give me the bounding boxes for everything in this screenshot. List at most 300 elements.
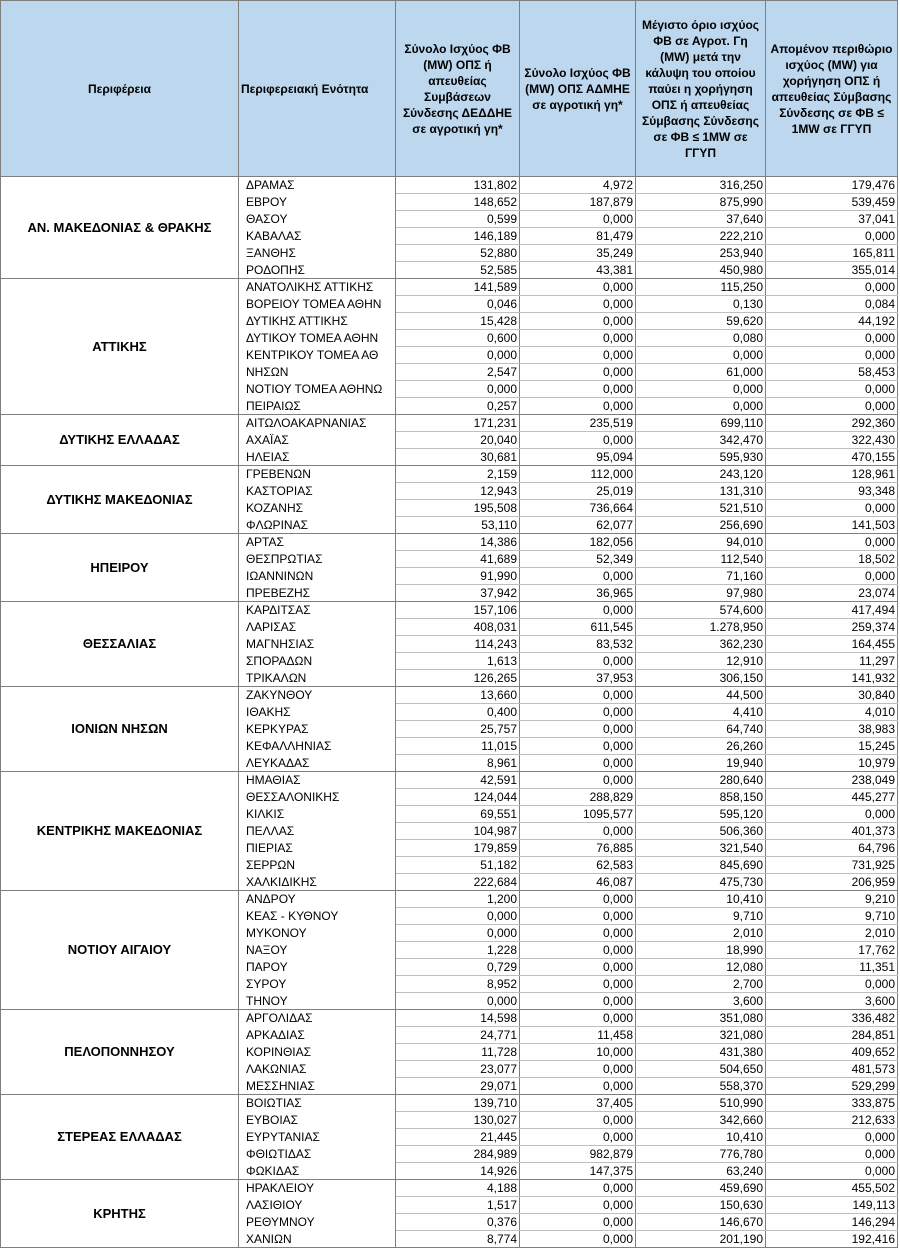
- deddie-capacity-value: 69,551: [396, 806, 520, 823]
- admie-capacity-value: 0,000: [520, 908, 636, 925]
- table-row: [1, 177, 898, 194]
- admie-capacity-value: 81,479: [520, 228, 636, 245]
- remaining-margin-value: 11,297: [766, 653, 898, 670]
- regional-unit-name: ΚΑΡΔΙΤΣΑΣ: [239, 602, 396, 619]
- deddie-capacity-value: 124,044: [396, 789, 520, 806]
- regional-unit-name: ΑΙΤΩΛΟΑΚΑΡΝΑΝΙΑΣ: [239, 415, 396, 432]
- remaining-margin-value: 284,851: [766, 1027, 898, 1044]
- region-name: ΘΕΣΣΑΛΙΑΣ: [1, 602, 239, 687]
- remaining-margin-value: 0,000: [766, 976, 898, 993]
- deddie-capacity-value: 0,257: [396, 398, 520, 415]
- table-row: [1, 1010, 898, 1027]
- max-limit-value: 316,250: [636, 177, 766, 194]
- deddie-capacity-value: 114,243: [396, 636, 520, 653]
- remaining-margin-value: 2,010: [766, 925, 898, 942]
- max-limit-value: 0,000: [636, 347, 766, 364]
- remaining-margin-value: 539,459: [766, 194, 898, 211]
- max-limit-value: 776,780: [636, 1146, 766, 1163]
- admie-capacity-value: 182,056: [520, 534, 636, 551]
- regional-unit-name: ΝΑΞΟΥ: [239, 942, 396, 959]
- remaining-margin-value: 11,351: [766, 959, 898, 976]
- admie-capacity-value: 10,000: [520, 1044, 636, 1061]
- max-limit-value: 201,190: [636, 1231, 766, 1248]
- max-limit-value: 112,540: [636, 551, 766, 568]
- remaining-margin-value: 0,000: [766, 228, 898, 245]
- remaining-margin-value: 4,010: [766, 704, 898, 721]
- deddie-capacity-value: 14,926: [396, 1163, 520, 1180]
- regional-unit-name: ΘΕΣΣΑΛΟΝΙΚΗΣ: [239, 789, 396, 806]
- deddie-capacity-value: 1,200: [396, 891, 520, 908]
- remaining-margin-value: 355,014: [766, 262, 898, 279]
- regional-unit-name: ΚΙΛΚΙΣ: [239, 806, 396, 823]
- regional-unit-name: ΜΕΣΣΗΝΙΑΣ: [239, 1078, 396, 1095]
- deddie-capacity-value: 14,598: [396, 1010, 520, 1027]
- remaining-margin-value: 18,502: [766, 551, 898, 568]
- deddie-capacity-value: 42,591: [396, 772, 520, 789]
- regional-unit-name: ΦΩΚΙΔΑΣ: [239, 1163, 396, 1180]
- remaining-margin-value: 731,925: [766, 857, 898, 874]
- regional-unit-name: ΣΕΡΡΩΝ: [239, 857, 396, 874]
- regional-unit-name: ΞΑΝΘΗΣ: [239, 245, 396, 262]
- max-limit-value: 150,630: [636, 1197, 766, 1214]
- regional-unit-name: ΛΑΚΩΝΙΑΣ: [239, 1061, 396, 1078]
- remaining-margin-value: 0,000: [766, 500, 898, 517]
- max-limit-value: 97,980: [636, 585, 766, 602]
- regional-unit-name: ΚΟΡΙΝΘΙΑΣ: [239, 1044, 396, 1061]
- remaining-margin-value: 146,294: [766, 1214, 898, 1231]
- max-limit-value: 2,010: [636, 925, 766, 942]
- max-limit-value: 59,620: [636, 313, 766, 330]
- deddie-capacity-value: 148,652: [396, 194, 520, 211]
- max-limit-value: 574,600: [636, 602, 766, 619]
- regional-unit-name: ΤΡΙΚΑΛΩΝ: [239, 670, 396, 687]
- remaining-margin-value: 336,482: [766, 1010, 898, 1027]
- admie-capacity-value: 37,405: [520, 1095, 636, 1112]
- regional-unit-name: ΒΟΡΕΙΟΥ ΤΟΜΕΑ ΑΘΗΝ: [239, 296, 396, 313]
- max-limit-value: 699,110: [636, 415, 766, 432]
- max-limit-value: 306,150: [636, 670, 766, 687]
- deddie-capacity-value: 37,942: [396, 585, 520, 602]
- remaining-margin-value: 58,453: [766, 364, 898, 381]
- admie-capacity-value: 0,000: [520, 381, 636, 398]
- admie-capacity-value: 0,000: [520, 602, 636, 619]
- admie-capacity-value: 982,879: [520, 1146, 636, 1163]
- table-row: [1, 772, 898, 789]
- remaining-margin-value: 455,502: [766, 1180, 898, 1197]
- admie-capacity-value: 0,000: [520, 568, 636, 585]
- max-limit-value: 256,690: [636, 517, 766, 534]
- deddie-capacity-value: 29,071: [396, 1078, 520, 1095]
- max-limit-value: 26,260: [636, 738, 766, 755]
- deddie-capacity-value: 11,728: [396, 1044, 520, 1061]
- admie-capacity-value: 736,664: [520, 500, 636, 517]
- deddie-capacity-value: 25,757: [396, 721, 520, 738]
- admie-capacity-value: 37,953: [520, 670, 636, 687]
- max-limit-value: 131,310: [636, 483, 766, 500]
- admie-capacity-value: 0,000: [520, 1197, 636, 1214]
- deddie-capacity-value: 14,386: [396, 534, 520, 551]
- max-limit-value: 115,250: [636, 279, 766, 296]
- deddie-capacity-value: 51,182: [396, 857, 520, 874]
- regional-unit-name: ΛΑΣΙΘΙΟΥ: [239, 1197, 396, 1214]
- header-regional-unit: Περιφερειακή Ενότητα: [239, 1, 396, 177]
- remaining-margin-value: 238,049: [766, 772, 898, 789]
- remaining-margin-value: 37,041: [766, 211, 898, 228]
- region-name: ΔΥΤΙΚΗΣ ΕΛΛΑΔΑΣ: [1, 415, 239, 466]
- deddie-capacity-value: 20,040: [396, 432, 520, 449]
- deddie-capacity-value: 0,600: [396, 330, 520, 347]
- admie-capacity-value: 0,000: [520, 347, 636, 364]
- max-limit-value: 321,080: [636, 1027, 766, 1044]
- deddie-capacity-value: 8,961: [396, 755, 520, 772]
- region-name: ΑΤΤΙΚΗΣ: [1, 279, 239, 415]
- admie-capacity-value: 0,000: [520, 432, 636, 449]
- regional-unit-name: ΗΡΑΚΛΕΙΟΥ: [239, 1180, 396, 1197]
- max-limit-value: 63,240: [636, 1163, 766, 1180]
- max-limit-value: 875,990: [636, 194, 766, 211]
- table-row: [1, 891, 898, 908]
- admie-capacity-value: 35,249: [520, 245, 636, 262]
- max-limit-value: 558,370: [636, 1078, 766, 1095]
- admie-capacity-value: 36,965: [520, 585, 636, 602]
- remaining-margin-value: 0,000: [766, 534, 898, 551]
- regional-unit-name: ΑΡΚΑΔΙΑΣ: [239, 1027, 396, 1044]
- remaining-margin-value: 0,000: [766, 279, 898, 296]
- remaining-margin-value: 3,600: [766, 993, 898, 1010]
- max-limit-value: 0,000: [636, 398, 766, 415]
- max-limit-value: 342,660: [636, 1112, 766, 1129]
- table-row: [1, 602, 898, 619]
- admie-capacity-value: 0,000: [520, 687, 636, 704]
- remaining-margin-value: 15,245: [766, 738, 898, 755]
- regional-unit-name: ΠΡΕΒΕΖΗΣ: [239, 585, 396, 602]
- max-limit-value: 64,740: [636, 721, 766, 738]
- admie-capacity-value: 235,519: [520, 415, 636, 432]
- regional-unit-name: ΕΥΡΥΤΑΝΙΑΣ: [239, 1129, 396, 1146]
- regional-unit-name: ΡΟΔΟΠΗΣ: [239, 262, 396, 279]
- table-body: [1, 177, 898, 1248]
- max-limit-value: 9,710: [636, 908, 766, 925]
- deddie-capacity-value: 13,660: [396, 687, 520, 704]
- remaining-margin-value: 206,959: [766, 874, 898, 891]
- max-limit-value: 222,210: [636, 228, 766, 245]
- max-limit-value: 18,990: [636, 942, 766, 959]
- regional-unit-name: ΝΗΣΩΝ: [239, 364, 396, 381]
- regional-unit-name: ΛΑΡΙΣΑΣ: [239, 619, 396, 636]
- header-deddie-capacity: Σύνολο Ισχύος ΦΒ (MW) ΟΠΣ ή απευθείας Συμβάσεων Σύνδεσης ΔΕΔΔΗΕ σε αγροτική γη*: [396, 1, 520, 177]
- deddie-capacity-value: 12,943: [396, 483, 520, 500]
- region-name: ΗΠΕΙΡΟΥ: [1, 534, 239, 602]
- deddie-capacity-value: 146,189: [396, 228, 520, 245]
- deddie-capacity-value: 222,684: [396, 874, 520, 891]
- max-limit-value: 61,000: [636, 364, 766, 381]
- deddie-capacity-value: 0,000: [396, 908, 520, 925]
- table-row: [1, 1095, 898, 1112]
- remaining-margin-value: 141,932: [766, 670, 898, 687]
- header-max-limit: Μέγιστο όριο ισχύος ΦΒ σε Αγροτ. Γη (MW) μετά την κάλυψη του οποίου παύει η χορήγηση ΟΠΣ ή απευθείας Σύμβασης Σύνδεσης σε ΦΒ ≤ 1MW σε ΓΓΥΠ: [636, 1, 766, 177]
- max-limit-value: 845,690: [636, 857, 766, 874]
- max-limit-value: 362,230: [636, 636, 766, 653]
- max-limit-value: 0,130: [636, 296, 766, 313]
- remaining-margin-value: 23,074: [766, 585, 898, 602]
- regional-unit-name: ΚΕΑΣ - ΚΥΘΝΟΥ: [239, 908, 396, 925]
- max-limit-value: 10,410: [636, 891, 766, 908]
- region-name: ΑΝ. ΜΑΚΕΔΟΝΙΑΣ & ΘΡΑΚΗΣ: [1, 177, 239, 279]
- deddie-capacity-value: 0,000: [396, 381, 520, 398]
- header-remaining-margin: Απομένον περιθώριο ισχύος (MW) για χορήγηση ΟΠΣ ή απευθείας Σύμβασης Σύνδεσης σε ΦΒ ≤ 1MW σε ΓΓΥΠ: [766, 1, 898, 177]
- admie-capacity-value: 62,583: [520, 857, 636, 874]
- max-limit-value: 2,700: [636, 976, 766, 993]
- deddie-capacity-value: 24,771: [396, 1027, 520, 1044]
- remaining-margin-value: 128,961: [766, 466, 898, 483]
- header-row: [1, 1, 898, 177]
- admie-capacity-value: 0,000: [520, 704, 636, 721]
- admie-capacity-value: 0,000: [520, 1129, 636, 1146]
- admie-capacity-value: 112,000: [520, 466, 636, 483]
- remaining-margin-value: 322,430: [766, 432, 898, 449]
- admie-capacity-value: 0,000: [520, 279, 636, 296]
- admie-capacity-value: 0,000: [520, 721, 636, 738]
- remaining-margin-value: 417,494: [766, 602, 898, 619]
- regional-unit-name: ΕΥΒΟΙΑΣ: [239, 1112, 396, 1129]
- table-row: [1, 415, 898, 432]
- max-limit-value: 12,910: [636, 653, 766, 670]
- deddie-capacity-value: 0,000: [396, 347, 520, 364]
- max-limit-value: 94,010: [636, 534, 766, 551]
- deddie-capacity-value: 179,859: [396, 840, 520, 857]
- remaining-margin-value: 333,875: [766, 1095, 898, 1112]
- deddie-capacity-value: 11,015: [396, 738, 520, 755]
- regional-unit-name: ΕΒΡΟΥ: [239, 194, 396, 211]
- admie-capacity-value: 25,019: [520, 483, 636, 500]
- regional-unit-name: ΤΗΝΟΥ: [239, 993, 396, 1010]
- max-limit-value: 12,080: [636, 959, 766, 976]
- admie-capacity-value: 0,000: [520, 772, 636, 789]
- admie-capacity-value: 52,349: [520, 551, 636, 568]
- max-limit-value: 0,080: [636, 330, 766, 347]
- deddie-capacity-value: 126,265: [396, 670, 520, 687]
- regional-unit-name: ΘΑΣΟΥ: [239, 211, 396, 228]
- admie-capacity-value: 0,000: [520, 653, 636, 670]
- max-limit-value: 475,730: [636, 874, 766, 891]
- region-name: ΚΕΝΤΡΙΚΗΣ ΜΑΚΕΔΟΝΙΑΣ: [1, 772, 239, 891]
- max-limit-value: 504,650: [636, 1061, 766, 1078]
- deddie-capacity-value: 1,613: [396, 653, 520, 670]
- max-limit-value: 4,410: [636, 704, 766, 721]
- remaining-margin-value: 0,000: [766, 330, 898, 347]
- admie-capacity-value: 0,000: [520, 942, 636, 959]
- remaining-margin-value: 165,811: [766, 245, 898, 262]
- deddie-capacity-value: 41,689: [396, 551, 520, 568]
- regional-unit-name: ΜΑΓΝΗΣΙΑΣ: [239, 636, 396, 653]
- remaining-margin-value: 529,299: [766, 1078, 898, 1095]
- regional-unit-name: ΔΥΤΙΚΗΣ ΑΤΤΙΚΗΣ: [239, 313, 396, 330]
- regional-unit-name: ΣΠΟΡΑΔΩΝ: [239, 653, 396, 670]
- max-limit-value: 342,470: [636, 432, 766, 449]
- remaining-margin-value: 481,573: [766, 1061, 898, 1078]
- admie-capacity-value: 95,094: [520, 449, 636, 466]
- deddie-capacity-value: 1,517: [396, 1197, 520, 1214]
- remaining-margin-value: 0,000: [766, 398, 898, 415]
- admie-capacity-value: 0,000: [520, 398, 636, 415]
- max-limit-value: 0,000: [636, 381, 766, 398]
- deddie-capacity-value: 8,774: [396, 1231, 520, 1248]
- deddie-capacity-value: 171,231: [396, 415, 520, 432]
- deddie-capacity-value: 2,547: [396, 364, 520, 381]
- remaining-margin-value: 93,348: [766, 483, 898, 500]
- admie-capacity-value: 0,000: [520, 925, 636, 942]
- remaining-margin-value: 212,633: [766, 1112, 898, 1129]
- deddie-capacity-value: 1,228: [396, 942, 520, 959]
- admie-capacity-value: 611,545: [520, 619, 636, 636]
- max-limit-value: 450,980: [636, 262, 766, 279]
- max-limit-value: 243,120: [636, 466, 766, 483]
- regional-unit-name: ΔΥΤΙΚΟΥ ΤΟΜΕΑ ΑΘΗΝ: [239, 330, 396, 347]
- remaining-margin-value: 445,277: [766, 789, 898, 806]
- admie-capacity-value: 0,000: [520, 738, 636, 755]
- deddie-capacity-value: 52,585: [396, 262, 520, 279]
- regional-unit-name: ΦΘΙΩΤΙΔΑΣ: [239, 1146, 396, 1163]
- admie-capacity-value: 0,000: [520, 1112, 636, 1129]
- regional-unit-name: ΚΕΝΤΡΙΚΟΥ ΤΟΜΕΑ ΑΘ: [239, 347, 396, 364]
- regional-unit-name: ΑΝΔΡΟΥ: [239, 891, 396, 908]
- regional-unit-name: ΗΛΕΙΑΣ: [239, 449, 396, 466]
- admie-capacity-value: 0,000: [520, 364, 636, 381]
- deddie-capacity-value: 4,188: [396, 1180, 520, 1197]
- deddie-capacity-value: 195,508: [396, 500, 520, 517]
- deddie-capacity-value: 139,710: [396, 1095, 520, 1112]
- table-row: [1, 279, 898, 296]
- admie-capacity-value: 0,000: [520, 296, 636, 313]
- max-limit-value: 459,690: [636, 1180, 766, 1197]
- deddie-capacity-value: 130,027: [396, 1112, 520, 1129]
- admie-capacity-value: 83,532: [520, 636, 636, 653]
- admie-capacity-value: 4,972: [520, 177, 636, 194]
- max-limit-value: 280,640: [636, 772, 766, 789]
- admie-capacity-value: 288,829: [520, 789, 636, 806]
- regional-unit-name: ΝΟΤΙΟΥ ΤΟΜΕΑ ΑΘΗΝΩ: [239, 381, 396, 398]
- remaining-margin-value: 9,210: [766, 891, 898, 908]
- remaining-margin-value: 164,455: [766, 636, 898, 653]
- regional-unit-name: ΚΟΖΑΝΗΣ: [239, 500, 396, 517]
- deddie-capacity-value: 21,445: [396, 1129, 520, 1146]
- table-row: [1, 534, 898, 551]
- remaining-margin-value: 0,000: [766, 1146, 898, 1163]
- regional-unit-name: ΑΝΑΤΟΛΙΚΗΣ ΑΤΤΙΚΗΣ: [239, 279, 396, 296]
- deddie-capacity-value: 0,599: [396, 211, 520, 228]
- deddie-capacity-value: 15,428: [396, 313, 520, 330]
- admie-capacity-value: 0,000: [520, 313, 636, 330]
- deddie-capacity-value: 131,802: [396, 177, 520, 194]
- admie-capacity-value: 76,885: [520, 840, 636, 857]
- max-limit-value: 253,940: [636, 245, 766, 262]
- remaining-margin-value: 10,979: [766, 755, 898, 772]
- max-limit-value: 19,940: [636, 755, 766, 772]
- admie-capacity-value: 0,000: [520, 1231, 636, 1248]
- deddie-capacity-value: 23,077: [396, 1061, 520, 1078]
- remaining-margin-value: 44,192: [766, 313, 898, 330]
- remaining-margin-value: 0,000: [766, 1163, 898, 1180]
- remaining-margin-value: 9,710: [766, 908, 898, 925]
- admie-capacity-value: 0,000: [520, 211, 636, 228]
- regional-unit-name: ΔΡΑΜΑΣ: [239, 177, 396, 194]
- max-limit-value: 595,930: [636, 449, 766, 466]
- deddie-capacity-value: 104,987: [396, 823, 520, 840]
- max-limit-value: 506,360: [636, 823, 766, 840]
- deddie-capacity-value: 157,106: [396, 602, 520, 619]
- admie-capacity-value: 0,000: [520, 891, 636, 908]
- admie-capacity-value: 187,879: [520, 194, 636, 211]
- regional-unit-name: ΒΟΙΩΤΙΑΣ: [239, 1095, 396, 1112]
- deddie-capacity-value: 2,159: [396, 466, 520, 483]
- remaining-margin-value: 0,000: [766, 1129, 898, 1146]
- region-name: ΝΟΤΙΟΥ ΑΙΓΑΙΟΥ: [1, 891, 239, 1010]
- max-limit-value: 1.278,950: [636, 619, 766, 636]
- regional-unit-name: ΑΡΓΟΛΙΔΑΣ: [239, 1010, 396, 1027]
- admie-capacity-value: 0,000: [520, 959, 636, 976]
- max-limit-value: 146,670: [636, 1214, 766, 1231]
- remaining-margin-value: 149,113: [766, 1197, 898, 1214]
- regional-unit-name: ΙΘΑΚΗΣ: [239, 704, 396, 721]
- deddie-capacity-value: 408,031: [396, 619, 520, 636]
- deddie-capacity-value: 52,880: [396, 245, 520, 262]
- remaining-margin-value: 0,084: [766, 296, 898, 313]
- regional-unit-name: ΘΕΣΠΡΩΤΙΑΣ: [239, 551, 396, 568]
- regional-unit-name: ΗΜΑΘΙΑΣ: [239, 772, 396, 789]
- max-limit-value: 44,500: [636, 687, 766, 704]
- admie-capacity-value: 0,000: [520, 823, 636, 840]
- regional-unit-name: ΡΕΘΥΜΝΟΥ: [239, 1214, 396, 1231]
- remaining-margin-value: 401,373: [766, 823, 898, 840]
- remaining-margin-value: 0,000: [766, 806, 898, 823]
- deddie-capacity-value: 284,989: [396, 1146, 520, 1163]
- regional-unit-name: ΠΕΛΛΑΣ: [239, 823, 396, 840]
- regional-unit-name: ΚΕΦΑΛΛΗΝΙΑΣ: [239, 738, 396, 755]
- deddie-capacity-value: 0,729: [396, 959, 520, 976]
- regional-unit-name: ΓΡΕΒΕΝΩΝ: [239, 466, 396, 483]
- regional-unit-name: ΚΕΡΚΥΡΑΣ: [239, 721, 396, 738]
- admie-capacity-value: 0,000: [520, 1010, 636, 1027]
- table-row: [1, 687, 898, 704]
- max-limit-value: 431,380: [636, 1044, 766, 1061]
- admie-capacity-value: 1095,577: [520, 806, 636, 823]
- remaining-margin-value: 64,796: [766, 840, 898, 857]
- deddie-capacity-value: 0,400: [396, 704, 520, 721]
- remaining-margin-value: 0,000: [766, 381, 898, 398]
- max-limit-value: 510,990: [636, 1095, 766, 1112]
- max-limit-value: 37,640: [636, 211, 766, 228]
- table-row: [1, 1180, 898, 1197]
- region-name: ΠΕΛΟΠΟΝΝΗΣΟΥ: [1, 1010, 239, 1095]
- regional-unit-name: ΣΥΡΟΥ: [239, 976, 396, 993]
- admie-capacity-value: 0,000: [520, 1078, 636, 1095]
- deddie-capacity-value: 53,110: [396, 517, 520, 534]
- remaining-margin-value: 17,762: [766, 942, 898, 959]
- admie-capacity-value: 43,381: [520, 262, 636, 279]
- table-row: [1, 466, 898, 483]
- deddie-capacity-value: 0,046: [396, 296, 520, 313]
- regional-unit-name: ΧΑΝΙΩΝ: [239, 1231, 396, 1248]
- remaining-margin-value: 470,155: [766, 449, 898, 466]
- max-limit-value: 351,080: [636, 1010, 766, 1027]
- max-limit-value: 3,600: [636, 993, 766, 1010]
- admie-capacity-value: 0,000: [520, 1214, 636, 1231]
- regional-unit-name: ΚΑΣΤΟΡΙΑΣ: [239, 483, 396, 500]
- region-name: ΙΟΝΙΩΝ ΝΗΣΩΝ: [1, 687, 239, 772]
- regional-unit-name: ΚΑΒΑΛΑΣ: [239, 228, 396, 245]
- region-name: ΚΡΗΤΗΣ: [1, 1180, 239, 1248]
- regional-unit-name: ΠΙΕΡΙΑΣ: [239, 840, 396, 857]
